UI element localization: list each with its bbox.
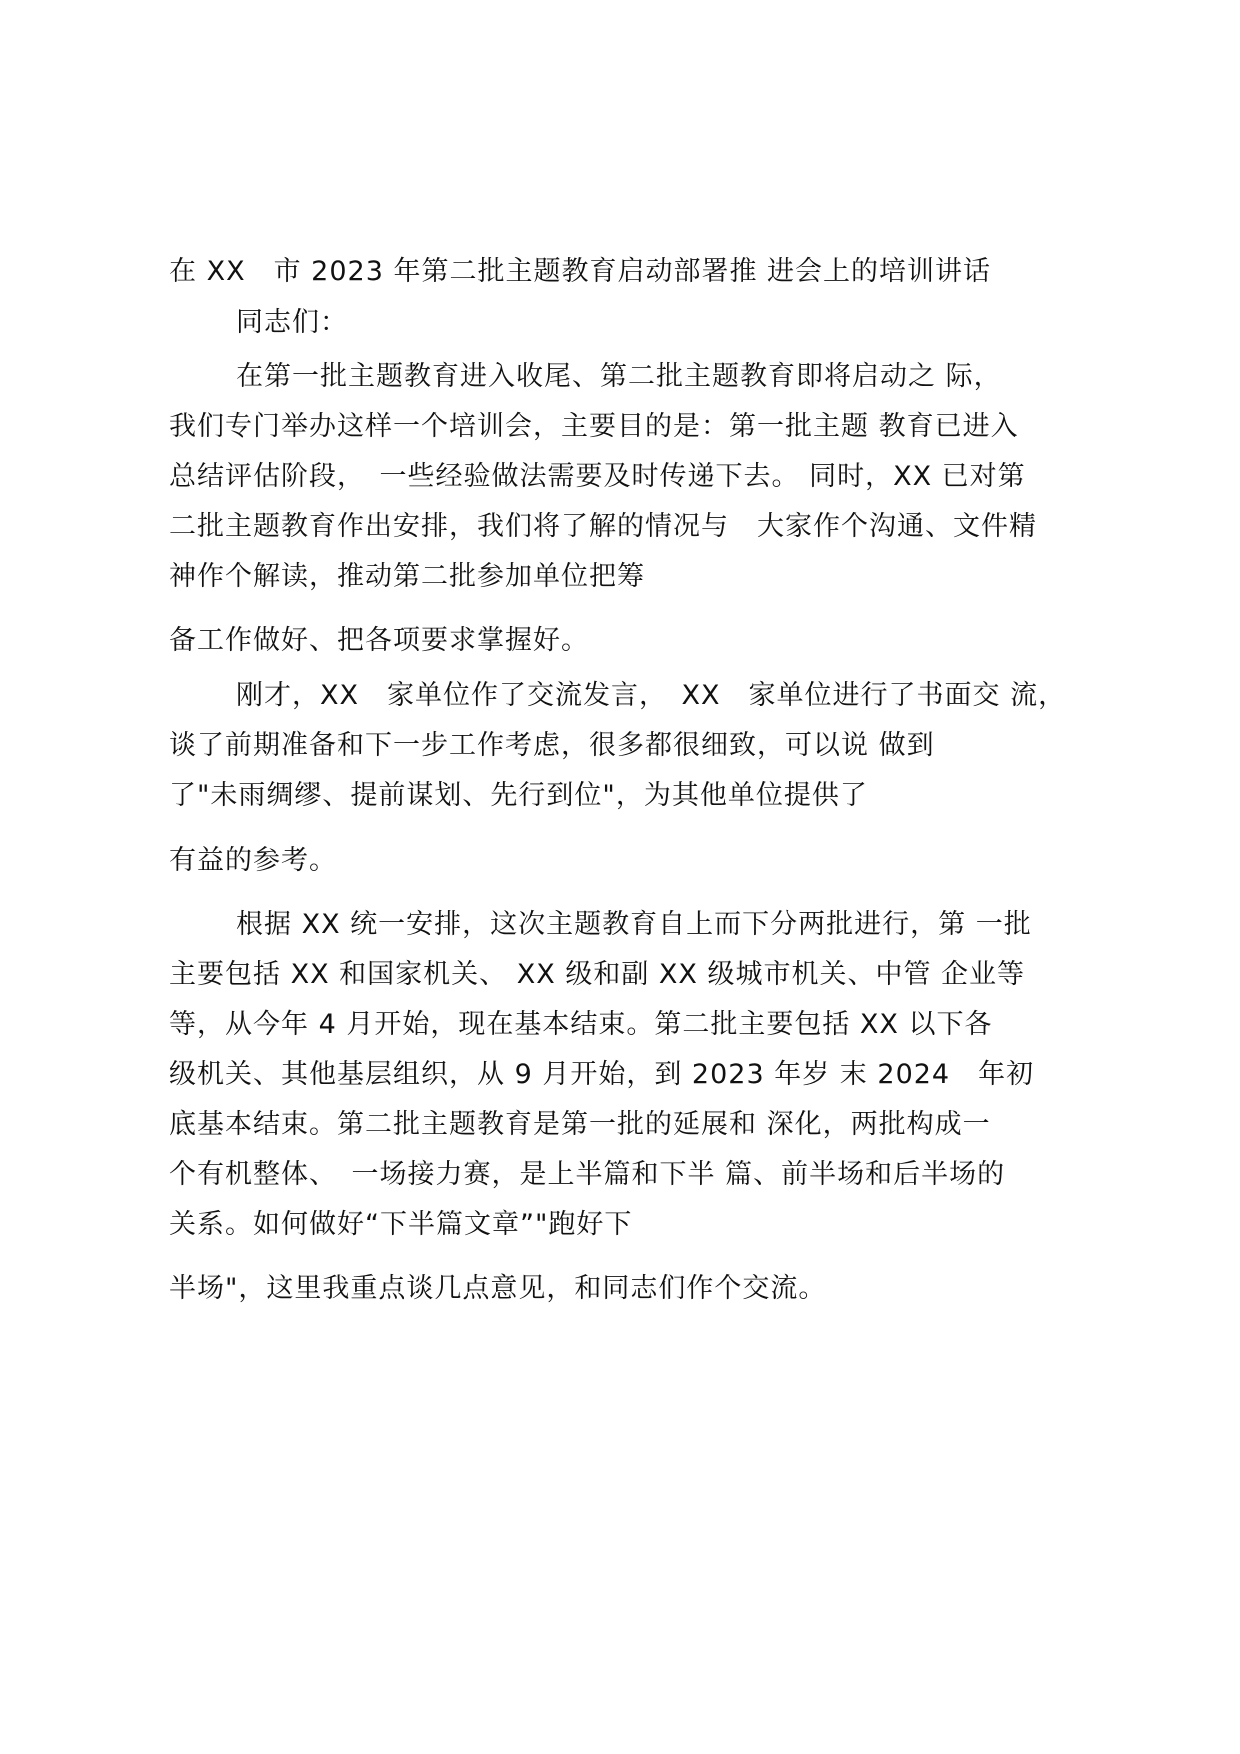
paragraph-2-line-2: 谈了前期准备和下一步工作考虑，很多都很细致，可以说 做到 [169,730,935,761]
paragraph-3-line-7: 关系。如何做好“下半篇文章”"跑好下 [169,1209,633,1240]
paragraph-2-line-4: 有益的参考。 [169,845,337,876]
paragraph-2-line-1: 刚才，XX 家单位作了交流发言， XX 家单位进行了书面交 流， [236,680,1067,711]
paragraph-1-line-1: 在第一批主题教育进入收尾、第二批主题教育即将启动之 际， [236,361,1002,392]
salutation: 同志们： [236,307,348,338]
paragraph-1-line-5: 神作个解读，推动第二批参加单位把筹 [169,561,645,592]
paragraph-3-line-1: 根据 XX 统一安排，这次主题教育自上而下分两批进行，第 一批 [236,909,1032,940]
paragraph-1-line-3: 总结评估阶段， 一些经验做法需要及时传递下去。 同时，XX 已对第 [169,461,1026,492]
paragraph-3-line-2: 主要包括 XX 和国家机关、 XX 级和副 XX 级城市机关、中管 企业等 [169,959,1026,990]
document-title: 在 XX 市 2023 年第二批主题教育启动部署推 进会上的培训讲话 [169,256,992,287]
paragraph-3-line-5: 底基本结束。第二批主题教育是第一批的延展和 深化，两批构成一 [169,1109,991,1140]
paragraph-1-line-2: 我们专门举办这样一个培训会，主要目的是：第一批主题 教育已进入 [169,411,1019,442]
paragraph-1-line-4: 二批主题教育作出安排，我们将了解的情况与 大家作个沟通、文件精 [169,511,1037,542]
paragraph-2-line-3: 了"未雨绸缪、提前谋划、先行到位"，为其他单位提供了 [169,780,868,811]
paragraph-3-line-8: 半场"，这里我重点谈几点意见，和同志们作个交流。 [169,1273,827,1304]
paragraph-3-line-4: 级机关、其他基层组织，从 9 月开始，到 2023 年岁 末 2024 年初 [169,1059,1035,1090]
paragraph-3-line-6: 个有机整体、 一场接力赛，是上半篇和下半 篇、前半场和后半场的 [169,1159,1006,1190]
paragraph-3-line-3: 等，从今年 4 月开始，现在基本结束。第二批主要包括 XX 以下各 [169,1009,993,1040]
paragraph-1-line-6: 备工作做好、把各项要求掌握好。 [169,625,589,656]
